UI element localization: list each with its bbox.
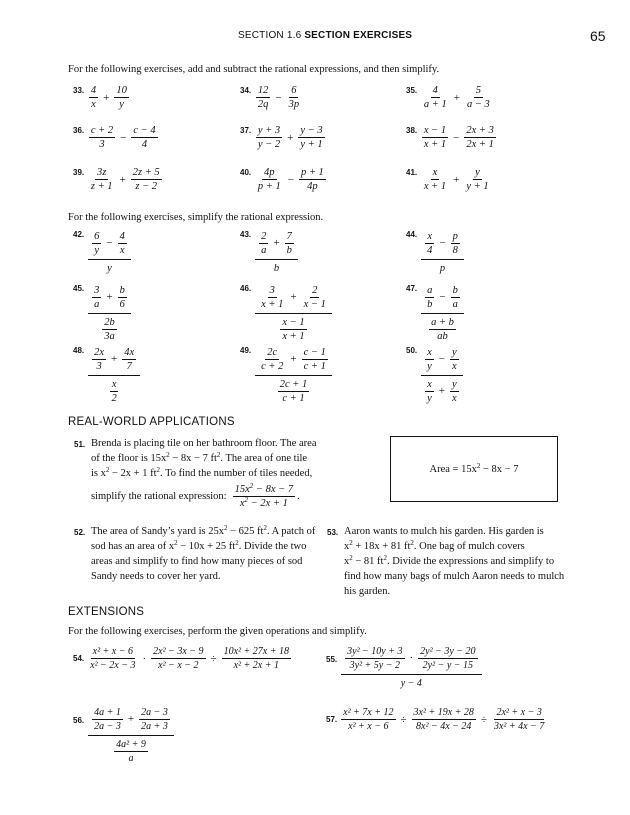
expression: $\frac{a}{b}$ − $\frac{b}{a}$ $\frac{a + b}{ab}$ <box>421 284 464 343</box>
exercise-36: 36. $\frac{c + 2}{3}$ − $\frac{c - 4}{4}$ <box>73 124 160 151</box>
expression: $\frac{3z}{z + 1}$ + $\frac{2z + 5}{z - 2}$ <box>90 167 160 192</box>
exercise-38: 38. $\frac{x - 1}{x + 1}$ − $\frac{2x + 3}{2x + 1}$ <box>406 124 498 151</box>
exercise-54: 54. $\frac{\text{x² + x − 6}}{\text{x² − 2x − 3}}$ · $\frac{\text{2x² − 3x − 9}}{\text{x² − x − 2}}$ ÷ $\frac{\text{10x² + 27x + 18}}{\text{x² + 2x + 1}}$ <box>73 645 293 672</box>
exercise-39: 39. $\frac{3z}{z + 1}$ + $\frac{2z + 5}{z - 2}$ <box>73 166 164 193</box>
expression: $\frac{3}{a}$ + $\frac{b}{6}$ $\frac{2b}{3a}$ <box>88 284 131 343</box>
problem-53: 53. Aaron wants to mulch his garden. His garden is $x^2 + 18x + 81$ $ft^2$. One bag of mulch covers $x^2 - 81$ $ft^2$. Divide the expressions and simplify to find how many bags of mulch Aaron needs to mulch his garden. <box>327 526 565 597</box>
instructions-add-subtract: For the following exercises, add and subtract the rational expressions, and then simplify. <box>68 64 440 75</box>
exercise-47: 47. $\frac{a}{b}$ − $\frac{b}{a}$ $\frac{a + b}{ab}$ <box>406 284 464 343</box>
exercise-40: 40. $\frac{4p}{p + 1}$ − $\frac{p + 1}{4p}$ <box>240 166 328 193</box>
running-header <box>238 30 412 41</box>
problem-51: 51. Brenda is placing tile on her bathroom floor. The area of the floor is $15x^2 - 8x - 7$ $ft^2$. The area of one tile is $x^2 - 2x + 1$ $ft^2$. To find the number of tiles needed, simplify the rational expression: $\frac{15x^2 - 8x - 7}{x^2 - 2x + 1}$ . <box>74 438 317 509</box>
area-label: Area = $15x^2 - 8x - 7$ <box>429 461 519 475</box>
exercise-41: 41. $\frac{x}{x + 1}$ + $\frac{y}{y + 1}$ <box>406 166 493 193</box>
problem-52: 52. The area of Sandy’s yard is $25x^2 - 625$ $ft^2$. A patch of sod has an area of $x^2 - 10x + 25$ $ft^2$. Divide the two areas and simplify to find how many pieces of sod Sandy needs to cover her yard. <box>74 524 316 582</box>
exercise-43: 43. $\frac{2}{a}$ + $\frac{7}{b}$ b <box>240 230 298 275</box>
expression: $\frac{4p}{p + 1}$ − $\frac{p + 1}{4p}$ <box>257 167 324 192</box>
expression: $\frac{x - 1}{x + 1}$ − $\frac{2x + 3}{2x + 1}$ <box>423 125 494 150</box>
expression: $\frac{3}{x + 1}$ + $\frac{2}{x - 1}$ $\frac{x - 1}{x + 1}$ <box>255 284 332 343</box>
expression: $\frac{6}{y}$ − $\frac{4}{x}$ y <box>88 230 131 275</box>
expression: $\frac{2x}{3}$ + $\frac{4x}{7}$ $\frac{x}{2}$ <box>88 346 140 405</box>
heading-extensions: EXTENSIONS <box>68 606 145 618</box>
heading-real-world-applications: REAL-WORLD APPLICATIONS <box>68 416 235 428</box>
expression: $\frac{\text{3y² − 10y + 3}}{\text{3y² + 5y − 2}}$ · $\frac{\text{2y² − 3y − 20}}{\text{2y² − y − 15}}$ y − 4 <box>341 645 481 690</box>
exercise-number: 33. <box>73 86 85 95</box>
expression: $\frac{x}{x + 1}$ + $\frac{y}{y + 1}$ <box>423 167 489 192</box>
expression: $\frac{x}{y}$ − $\frac{y}{x}$ $\frac{x}{y}$ + $\frac{y}{x}$ <box>421 346 463 405</box>
instructions-extensions: For the following exercises, perform the given operations and simplify. <box>68 626 367 637</box>
expression: $\frac{y + 3}{y - 2}$ + $\frac{y - 3}{y + 1}$ <box>257 125 323 150</box>
expression: $\frac{\text{x² + x − 6}}{\text{x² − 2x − 3}}$ · $\frac{\text{2x² − 3x − 9}}{\text{x² − x − 2}}$ ÷ $\frac{\text{10x² + 27x + 18}}{\text{x² + 2x + 1}}$ <box>90 646 289 671</box>
expression: $\frac{2c}{c + 2}$ + $\frac{c - 1}{c + 1}$ $\frac{2c + 1}{c + 1}$ <box>255 346 332 405</box>
expression: $\frac{4}{a + 1}$ + $\frac{5}{a - 3}$ <box>423 85 490 110</box>
exercise-55: 55. $\frac{\text{3y² − 10y + 3}}{\text{3y² + 5y − 2}}$ · $\frac{\text{2y² − 3y − 20}}{\text{2y² − y − 15}}$ y − 4 <box>326 645 482 690</box>
exercise-33 <box>73 84 131 111</box>
exercise-44: 44. $\frac{x}{4}$ − $\frac{p}{8}$ p <box>406 230 464 275</box>
exercise-35: 35. $\frac{4}{a + 1}$ + $\frac{5}{a - 3}$ <box>406 84 494 111</box>
expression: $\frac{x}{4}$ − $\frac{p}{8}$ p <box>421 230 464 275</box>
exercise-45: 45. $\frac{3}{a}$ + $\frac{b}{6}$ $\frac{2b}{3a}$ <box>73 284 131 343</box>
section-title: SECTION EXERCISES <box>304 30 413 41</box>
exercise-49: 49. $\frac{2c}{c + 2}$ + $\frac{c - 1}{c + 1}$ $\frac{2c + 1}{c + 1}$ <box>240 346 332 405</box>
exercise-46: 46. $\frac{3}{x + 1}$ + $\frac{2}{x - 1}$ $\frac{x - 1}{x + 1}$ <box>240 284 332 343</box>
exercise-50: 50. $\frac{x}{y}$ − $\frac{y}{x}$ $\frac{x}{y}$ + $\frac{y}{x}$ <box>406 346 463 405</box>
expression: $\frac{15x^2 - 8x - 7}{x^2 - 2x + 1}$ <box>234 482 294 509</box>
area-diagram-box <box>390 436 558 502</box>
exercise-37: 37. $\frac{y + 3}{y - 2}$ + $\frac{y - 3}{y + 1}$ <box>240 124 327 151</box>
exercise-42: 42. $\frac{6}{y}$ − $\frac{4}{x}$ y <box>73 230 131 275</box>
instructions-simplify: For the following exercises, simplify the rational expression. <box>68 212 324 223</box>
expression: $\frac{4a + 1}{2a - 3}$ + $\frac{2a - 3}{2a + 3}$ $\frac{\text{4a² + 9}}{a}$ <box>88 706 174 765</box>
page-number: 65 <box>590 28 606 44</box>
exercise-34: 34. $\frac{12}{2q}$ − $\frac{6}{3p}$ <box>240 84 303 111</box>
section-label: SECTION 1.6 <box>238 30 302 41</box>
exercise-57: 57. $\frac{\text{x² + 7x + 12}}{\text{x² + x − 6}}$ ÷ $\frac{\text{3x² + 19x + 28}}{\text{8x² − 4x − 24}}$ ÷ $\frac{\text{2x² + x − 3}}{\text{3x² + 4x − 7}}$ <box>326 706 548 733</box>
expression: $\frac{4}{x}$ + $\frac{10}{y}$ <box>90 85 127 110</box>
expression: $\frac{c + 2}{3}$ − $\frac{c - 4}{4}$ <box>90 125 156 150</box>
expression: $\frac{2}{a}$ + $\frac{7}{b}$ b <box>255 230 298 275</box>
expression: $\frac{12}{2q}$ − $\frac{6}{3p}$ <box>257 85 300 110</box>
exercise-56: 56. $\frac{4a + 1}{2a - 3}$ + $\frac{2a - 3}{2a + 3}$ $\frac{\text{4a² + 9}}{a}$ <box>73 706 174 765</box>
expression: $\frac{\text{x² + 7x + 12}}{\text{x² + x − 6}}$ ÷ $\frac{\text{3x² + 19x + 28}}{\text{8x² − 4x − 24}}$ ÷ $\frac{\text{2x² + x − 3}}{\text{3x² + 4x − 7}}$ <box>343 707 545 732</box>
exercise-48: 48. $\frac{2x}{3}$ + $\frac{4x}{7}$ $\frac{x}{2}$ <box>73 346 140 405</box>
